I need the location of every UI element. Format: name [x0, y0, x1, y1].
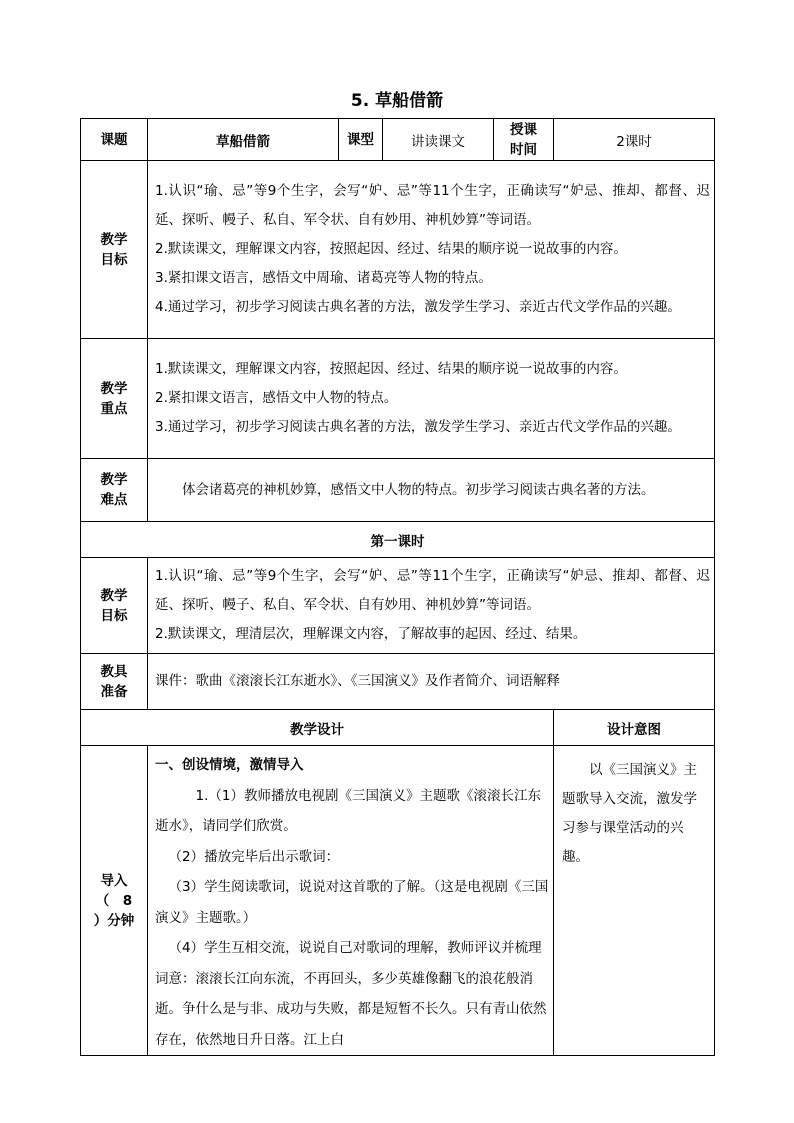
tools-row [81, 654, 715, 710]
tools-label-line-2: 准备 [100, 683, 128, 700]
time-label [494, 119, 554, 161]
difficulties-content [148, 459, 715, 522]
intro-label [81, 746, 148, 1056]
type-label: 课型 [339, 119, 383, 161]
intro-step: （3）学生阅读歌词，说说对这首歌的了解。（这是电视剧《三国演义》主题歌。） [155, 879, 549, 926]
goals-label-line-2: 目标 [100, 251, 128, 268]
intro-step: （4）学生互相交流，说说自己对歌词的理解，教师评议并梳理词意：滚滚长江向东流，不再回头，多少英雄像翻飞的浪花般消逝。争什么是与非、成功与失败，都是短暂不长久。只有青山依然存在，依然地日升日落。江上白 [155, 940, 547, 1048]
time-label-line-2: 时间 [510, 141, 537, 158]
intro-row [81, 746, 715, 1056]
lesson-plan-table [80, 118, 715, 1056]
topic-value: 草船借箭 [148, 119, 339, 161]
intent-header: 设计意图 [554, 710, 715, 746]
first-lesson-heading: 第一课时 [81, 522, 715, 558]
key-point-item: 1.默读课文，理解课文内容，按照起因、经过、结果的顺序说一说故事的内容。 [155, 361, 627, 377]
tools-content: 课件：歌曲《滚滚长江东逝水》、《三国演义》及作者简介、词语解释 [148, 654, 715, 710]
goal-item: 1.认识“瑜、忌”等9个生字，会写“妒、忌”等11个生字，正确读写“妒忌、推却、都督、迟延、探听、幔子、私自、军令状、自有妙用、神机妙算”等词语。 [155, 183, 710, 228]
goals-content [148, 161, 715, 339]
first-lesson-row [81, 522, 715, 558]
page-title: 5. 草船借箭 [350, 91, 444, 111]
intro-design-content [148, 746, 554, 1056]
intro-label-line-1: 导入 [100, 872, 128, 889]
goals-label-line-1: 教学 [100, 231, 128, 248]
first-lesson-goal-item: 2.默读课文，理清层次，理解课文内容，了解故事的起因、经过、结果。 [155, 626, 587, 642]
intro-step: （2）播放完毕后出示歌词： [168, 848, 340, 865]
goals-row [81, 161, 715, 339]
intro-intent-content [554, 746, 715, 1056]
key-point-item: 2.紧扣课文语言，感悟文中人物的特点。 [155, 390, 398, 406]
difficulties-text: 体会诸葛亮的神机妙算，感悟文中人物的特点。初步学习阅读古典名著的方法。 [182, 481, 655, 498]
intro-section-title: 一、创设情境，激情导入 [155, 757, 304, 773]
difficulties-label [81, 459, 148, 522]
goal-item: 2.默读课文，理解课文内容，按照起因、经过、结果的顺序说一说故事的内容。 [155, 241, 627, 257]
key-points-content [148, 339, 715, 459]
type-value: 讲读课文 [383, 119, 494, 161]
goals-label [81, 161, 148, 339]
key-points-label-line-1: 教学 [100, 380, 128, 397]
header-row [81, 119, 715, 161]
time-label-line-1: 授课 [510, 121, 537, 138]
first-lesson-goal-item: 1.认识“瑜、忌”等9个生字，会写“妒、忌”等11个生字，正确读写“妒忌、推却、都督、迟延、探听、幔子、私自、军令状、自有妙用、神机妙算”等词语。 [155, 568, 710, 613]
difficulties-label-line-2: 难点 [100, 492, 128, 508]
design-header-row [81, 710, 715, 746]
first-lesson-goals-label [81, 558, 148, 654]
key-point-item: 3.通过学习，初步学习阅读古典名著的方法，激发学生学习、亲近古代文学作品的兴趣。 [155, 419, 681, 435]
goal-item: 4.通过学习，初步学习阅读古典名著的方法，激发学生学习、亲近古代文学作品的兴趣。 [155, 299, 681, 315]
design-header: 教学设计 [81, 710, 554, 746]
difficulties-row [81, 459, 715, 522]
intro-step: 1.（1）教师播放电视剧《三国演义》主题歌《滚滚长江东逝水》，请同学们欣赏。 [155, 787, 541, 834]
time-value: 2课时 [554, 119, 715, 161]
first-lesson-goals-label-line-2: 目标 [100, 607, 128, 624]
first-lesson-goals-label-line-1: 教学 [100, 587, 128, 604]
intro-label-line-2: （ 8 [95, 892, 133, 909]
key-points-label-line-2: 重点 [100, 400, 128, 417]
key-points-label [81, 339, 148, 459]
goal-item: 3.紧扣课文语言，感悟文中周瑜、诸葛亮等人物的特点。 [155, 270, 492, 286]
topic-label: 课题 [81, 119, 148, 161]
first-lesson-goals-content [148, 558, 715, 654]
first-lesson-goals-row [81, 558, 715, 654]
tools-label [81, 654, 148, 710]
tools-label-line-1: 教具 [100, 663, 128, 680]
intro-intent-text: 以《三国演义》主题歌导入交流，激发学习参与课堂活动的兴趣。 [562, 762, 697, 865]
intro-label-line-3: ）分钟 [93, 912, 135, 929]
key-points-row [81, 339, 715, 459]
difficulties-label-line-1: 教学 [100, 472, 128, 488]
